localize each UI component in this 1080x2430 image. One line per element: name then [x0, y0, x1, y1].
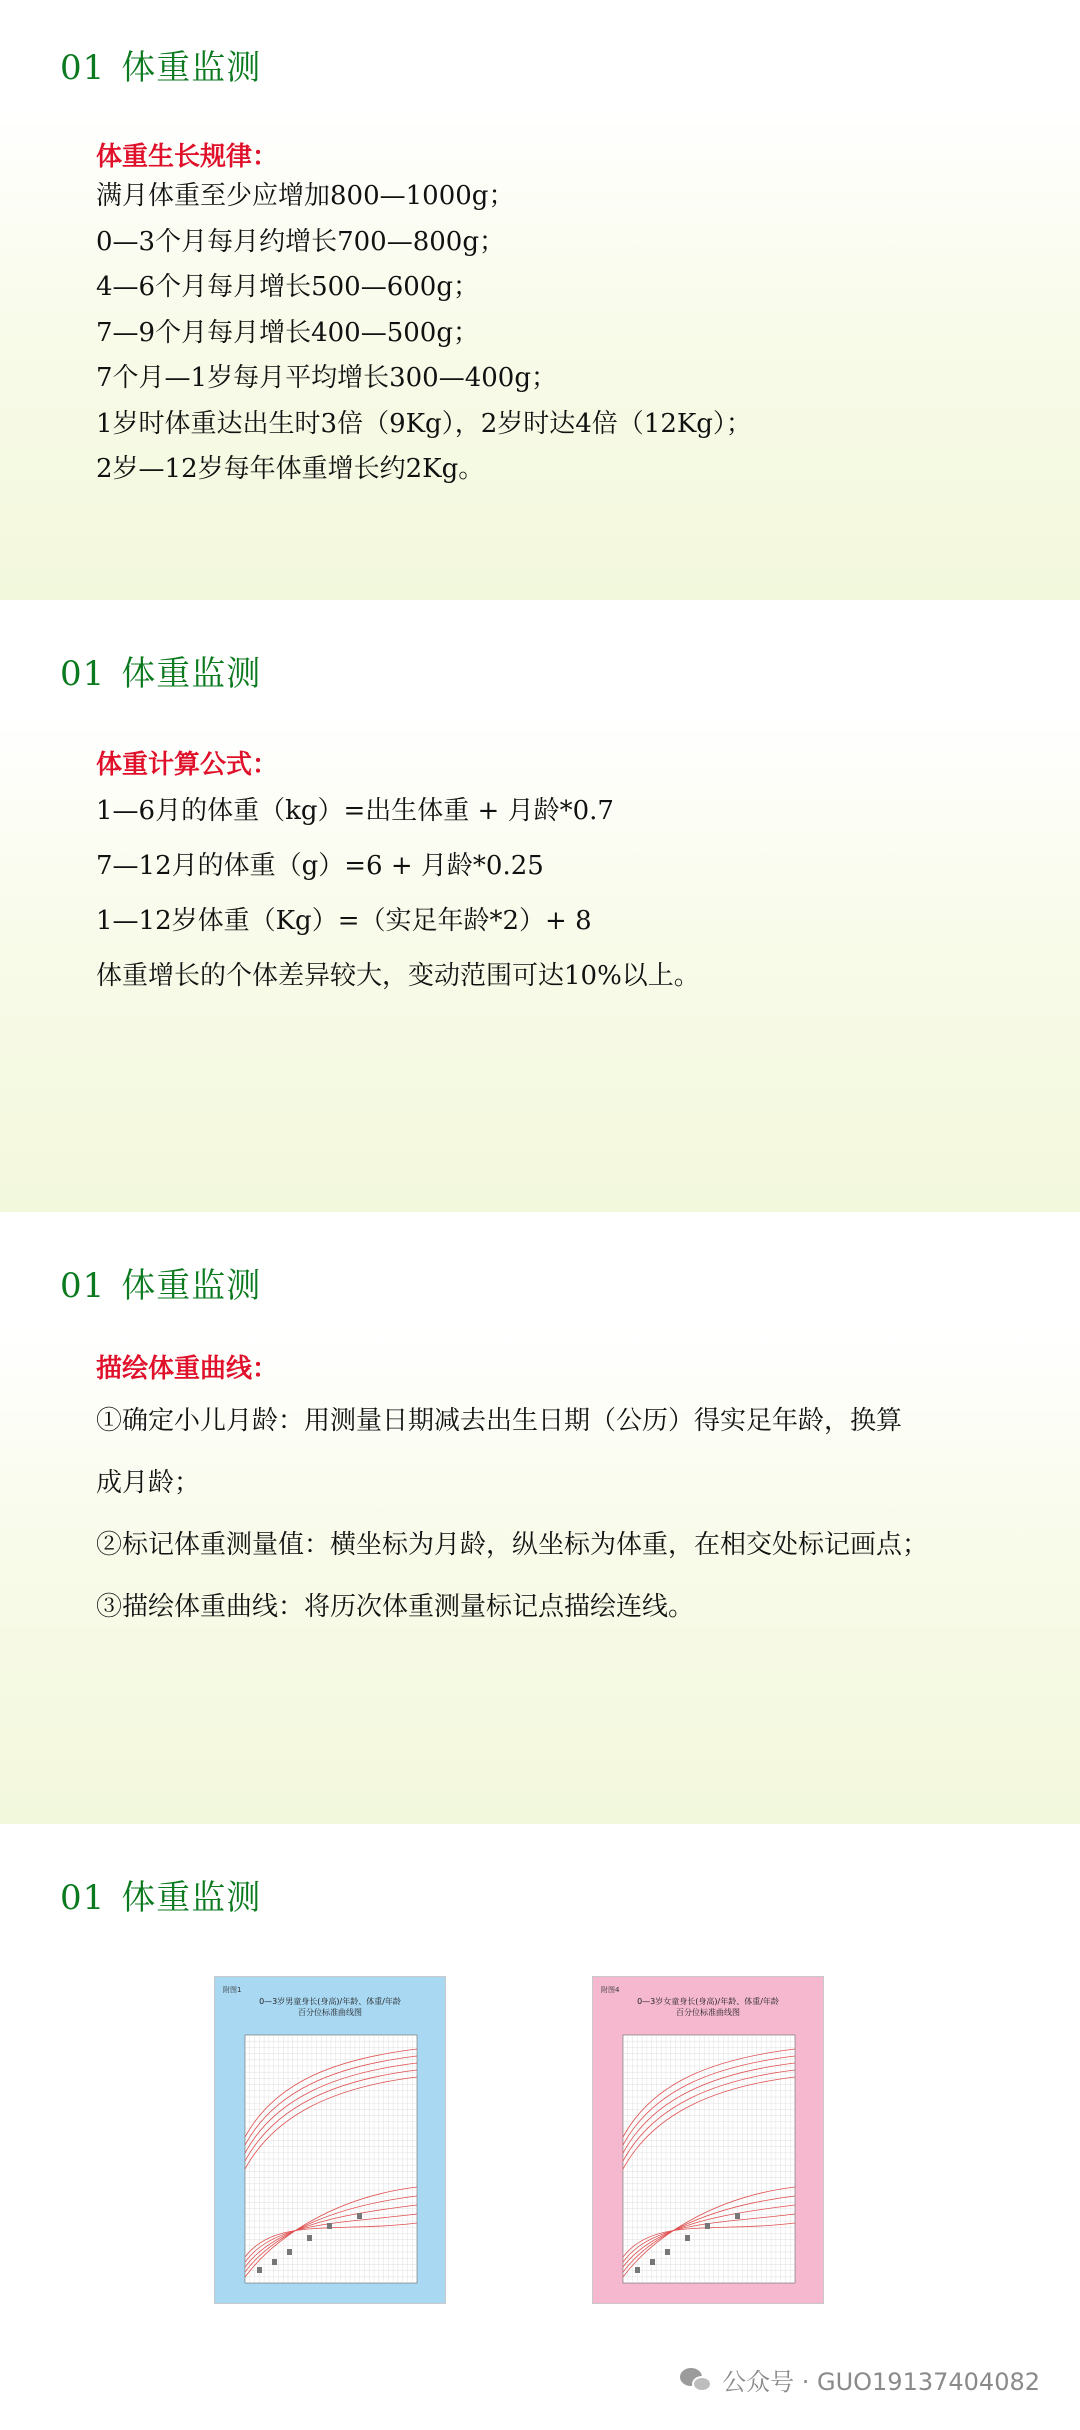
slide-title-number: 01 — [60, 48, 106, 88]
slide-title — [60, 646, 261, 695]
slide-title-number: 01 — [60, 1878, 106, 1918]
text-line: 1岁时体重达出生时3倍（9Kg），2岁时达4倍（12Kg）； — [96, 408, 752, 439]
watermark-text: 公众号 · GUO19137404082 — [722, 2368, 1040, 2396]
text-line: ②标记体重测量值：横坐标为月龄，纵坐标为体重，在相交处标记画点； — [96, 1530, 929, 1560]
text-line: 成月龄； — [96, 1468, 201, 1498]
section-subheading: 体重生长规律： — [96, 142, 279, 172]
section-subheading: 体重计算公式： — [96, 750, 279, 780]
slide-title-number: 01 — [60, 1266, 106, 1306]
text-line: 7个月—1岁每月平均增长300—400g； — [96, 363, 557, 393]
text-line: 1—12岁体重（Kg）=（实足年龄*2）+ 8 — [96, 906, 592, 936]
text-line: 7—12月的体重（g）=6 + 月龄*0.25 — [96, 851, 544, 881]
growth-grid-graphic — [605, 2027, 813, 2289]
slide-title-text: 体重监测 — [121, 1266, 262, 1306]
slide-weight-formula — [0, 606, 1080, 1212]
chart-tag: 附图4 — [601, 1986, 620, 1994]
slide-title-text: 体重监测 — [121, 48, 262, 88]
slide-growth-charts — [0, 1830, 1080, 2430]
text-line: 满月体重至少应增加800—1000g； — [96, 181, 515, 211]
chart-subtitle: 百分位标准曲线图 — [298, 2008, 362, 2017]
section-subheading: 描绘体重曲线： — [96, 1354, 279, 1384]
slide-title-text: 体重监测 — [121, 1878, 262, 1918]
chart-title: 0—3岁男童身长(身高)/年龄、体重/年龄 — [259, 1997, 401, 2006]
text-line: 7—9个月每月增长400—500g； — [96, 317, 479, 348]
watermark — [680, 2362, 1040, 2397]
text-block — [96, 1390, 928, 1638]
girl-growth-chart-image — [592, 1976, 824, 2304]
chart-subtitle: 百分位标准曲线图 — [676, 2008, 740, 2017]
slide-weight-curve — [0, 1218, 1080, 1824]
chart-tag: 附图1 — [223, 1986, 242, 1994]
text-line: 4—6个月每月增长500—600g； — [96, 272, 479, 302]
text-line: 0—3个月每月约增长700—800g； — [96, 226, 505, 257]
text-line: 2岁—12岁每年体重增长约2Kg。 — [96, 454, 485, 484]
slide-weight-growth-rules — [0, 0, 1080, 600]
slide-title-text: 体重监测 — [121, 654, 262, 694]
boy-growth-chart-image — [214, 1976, 446, 2304]
slide-title — [60, 1870, 261, 1919]
chart-title: 0—3岁女童身长(身高)/年龄、体重/年龄 — [637, 1997, 779, 2006]
wechat-icon — [680, 2366, 714, 2394]
text-block — [96, 174, 752, 493]
slide-title-number: 01 — [60, 654, 106, 694]
growth-grid-graphic — [227, 2027, 435, 2289]
text-line: ③描绘体重曲线：将历次体重测量标记点描绘连线。 — [96, 1592, 695, 1622]
text-line: 体重增长的个体差异较大，变动范围可达10%以上。 — [96, 961, 700, 991]
slide-title — [60, 1258, 261, 1307]
text-line: ①确定小儿月龄：用测量日期减去出生日期（公历）得实足年龄，换算 — [96, 1406, 903, 1436]
slide-title — [60, 40, 261, 89]
text-line: 1—6月的体重（kg）=出生体重 + 月龄*0.7 — [96, 796, 614, 826]
text-block — [96, 784, 700, 1004]
